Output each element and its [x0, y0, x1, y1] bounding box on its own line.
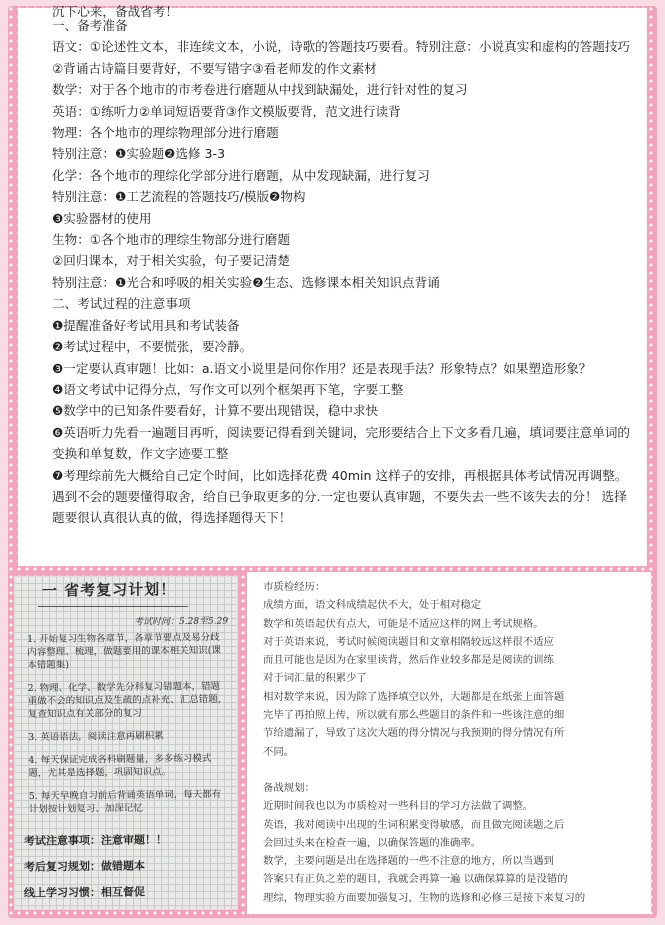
text-line: ❷考试过程中，不要慌张，要冷静。 [52, 339, 253, 355]
text-line: ❺数学中的已知条件要看好，计算不要出现错误，稳中求快 [52, 403, 379, 419]
section-title: 二、考试过程的注意事项 [52, 296, 191, 312]
text-line: ❻英语听力先看一遍题目再听，阅读要记得看到关键词，完形要结合上下文多看几遍，填词要注意单词的变换和单复数，作文字迹要工整 [52, 424, 631, 462]
list-item: 5. 每天早晚自习前后背诵英语单词，每天都有计划按计划复习、加深记忆 [28, 789, 222, 816]
exam-review-notes [247, 572, 651, 914]
note-line: 数学和英语起伏有点大，可能是不适应这样的网上考试规格。 [263, 617, 544, 630]
note-line: 完毕了再拍照上传，所以就有那么些题目的条件和一些该注意的细 [263, 709, 565, 722]
list-item: 2. 物理、化学、数学先分科复习错题本，错题重做不会的知识点及生疏的点补充、汇总错题，复查知识点有关部分的复习 [27, 681, 228, 721]
note-line: 近期时间我也以为市质检对一些科目的学习方法做了调整。 [263, 800, 534, 813]
handwritten-plan-photo [14, 576, 238, 910]
text-line: 特别注意：❶光合和呼吸的相关实验❷生态、选修课本相关知识点背诵 [52, 274, 440, 290]
note-line: 节给遗漏了，导致了这次大题的得分情况与我预期的得分情况有所 [263, 727, 565, 740]
text-line: 英语：①练听力②单词短语要背③作文模版要背，范文进行读背 [52, 103, 401, 119]
list-item: 3. 英语语法，阅读注意再刷积累 [28, 730, 164, 744]
text-line: ❶提醒准备好考试用具和考试装备 [52, 317, 240, 333]
handwritten-note: 考后复习规划：做错题本 [23, 859, 146, 874]
text-line: 特别注意：❶工艺流程的答题技巧/模版❷物构 [52, 189, 306, 205]
text-line: ②回归课本，对于相关实验，句子要记清楚 [52, 253, 290, 269]
heading-line: 沉下心来，备战省考！ [52, 4, 178, 19]
note-heading: 市质检经历： [263, 581, 326, 593]
title-underline [38, 606, 188, 607]
text-line: ❸一定要认真审题！比如：a.语文小说里是问你作用？还是表现手法？形象特点？如果塑造形象？ [52, 360, 592, 376]
handwritten-list [27, 631, 229, 826]
handwritten-note: 考试注意事项：注意审题！！ [23, 833, 168, 848]
note-line: 相对数学来说，因为除了选择填空以外，大题都是在纸张上面答题 [263, 690, 565, 703]
text-line: ❼考理综前先大概给自己定个时间，比如选择花费 40min 这样子的安排，再根据具体考试情况再调整。遇到不会的题要懂得取舍，给自已争取更多的分.一定也要认真审题，不要失去一些不该失去的分！ 选择题要很认真很认真的做，得选择题得天下！ [52, 467, 628, 526]
note-line: 英语，我对阅读中出现的生词积累变得敏感，而且做完阅读题之后 [263, 818, 565, 831]
text-line: 生物：①各个地市的理综生物部分进行磨题 [52, 232, 290, 248]
note-line: 对于词汇量的积累少了 [263, 672, 367, 685]
note-line: 数学，主要问题是出在选择题的一些不注意的地方，所以当遇到 [263, 855, 554, 868]
text-line: 物理：各个地市的理综物理部分进行磨题 [52, 125, 279, 141]
text-line: 特别注意：❶实验题❷选修 3-3 [52, 146, 226, 162]
note-line: 对于英语来说，考试时候阅读题目和文章相隔较远这样很不适应 [263, 635, 554, 648]
list-item: 4. 每天保证完成各科刷题量，多多练习模式题，尤其是选择题，巩固知识点。 [28, 753, 212, 780]
section-title: 一、备考准备 [52, 18, 128, 33]
note-line: 成绩方面，语文科成绩起伏不大，处于相对稳定 [263, 599, 482, 612]
note-line: 不同。 [263, 745, 295, 758]
note-heading: 备战规划： [263, 781, 315, 794]
note-line: 而且可能也是因为在家里读背，然后作业较多都是是阅读的训练 [263, 654, 554, 667]
note-gap [263, 761, 641, 779]
handwritten-title: 一 省考复习计划！ [41, 580, 177, 600]
text-line: 化学：各个地市的理综化学部分进行磨题，从中发现缺漏，进行复习 [52, 167, 430, 183]
text-line: 数学：对于各个地市的市考卷进行磨题从中找到缺漏处，进行针对性的复习 [52, 82, 468, 98]
note-line: 答案只有正负之差的题目，我就会再算一遍 以确保算算的是没错的 [263, 873, 568, 886]
text-line: ❸实验器材的使用 [52, 210, 152, 226]
text-line: 语文：①论述性文本，非连续文本，小说，诗歌的答题技巧要看。特别注意：小说真实和虚构的答题技巧 ②背诵古诗篇目要背好，不要写错字③看老师发的作文素材 [52, 39, 631, 76]
handwritten-note: 线上学习习惯：相互督促 [23, 885, 146, 900]
note-line: 理综，物理实验方面要加强复习，生物的选修和必修三是接下来复习的 [263, 891, 586, 904]
study-plan-document [18, 4, 647, 566]
list-item: 1. 开始复习生物各章节，各章节要点及易分歧内容整理、梳理，做题要用的课本相关知识(课本错题集) [27, 632, 221, 672]
text-line: ❹语文考试中记得分点，写作文可以列个框架再下笔，字要工整 [52, 381, 404, 397]
note-line: 会回过头来在检查一遍，以确保答题的准确率。 [263, 836, 482, 849]
handwritten-date: 考试时间：5.28至5.29 [133, 616, 229, 628]
